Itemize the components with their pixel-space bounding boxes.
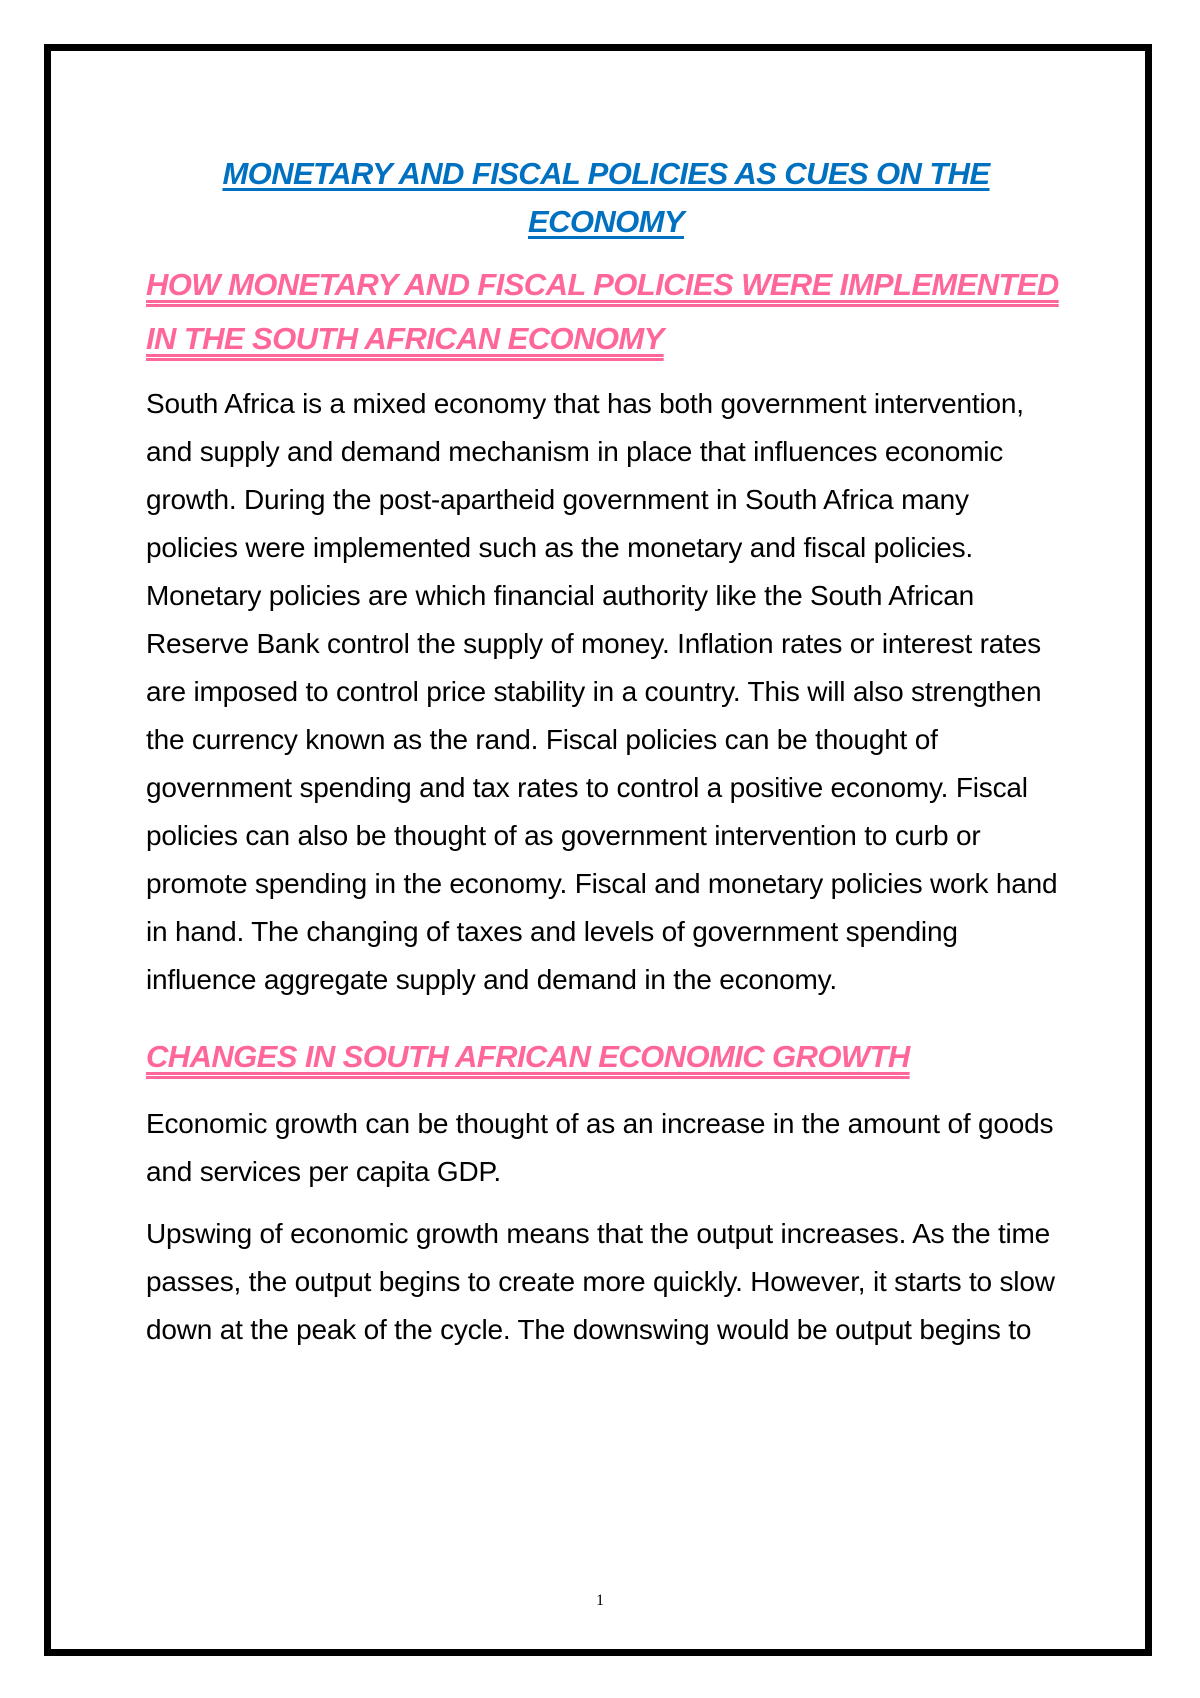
paragraph-mixed-economy: South Africa is a mixed economy that has both government intervention, and supply and demand mechanism in place that influences economic growth. During the post-apartheid government in South Africa many policies were implemented such as the monetary and fiscal policies. Monetary policies are which financial authority like the South African Reserve Bank control the supply of money. Inflation rates or interest rates are imposed to control price stability in a country. This will also strengthen the currency known as the rand. Fiscal policies can be thought of government spending and tax rates to control a positive economy. Fiscal policies can also be thought of as government intervention to curb or promote spending in the economy. Fiscal and monetary policies work hand in hand. The changing of taxes and levels of government spending influence aggregate supply and demand in the economy.	[146, 388, 1058, 995]
paragraph-growth-definition: Economic growth can be thought of as an increase in the amount of goods and services per capita GDP.	[146, 1108, 1054, 1187]
document-title: MONETARY AND FISCAL POLICIES AS CUES ON THE ECONOMY	[222, 156, 990, 239]
section-heading-implementation: HOW MONETARY AND FISCAL POLICIES WERE IMPLEMENTED IN THE SOUTH AFRICAN ECONOMY	[146, 267, 1059, 356]
section-heading-economic-growth: CHANGES IN SOUTH AFRICAN ECONOMIC GROWTH	[146, 1039, 910, 1074]
paragraph-upswing: Upswing of economic growth means that the output increases. As the time passes, the output begins to create more quickly. However, it starts to slow down at the peak of the cycle. The downswing would be output begins to	[146, 1218, 1055, 1345]
page-number: 1	[596, 1592, 604, 1609]
page-content	[146, 150, 1066, 1354]
